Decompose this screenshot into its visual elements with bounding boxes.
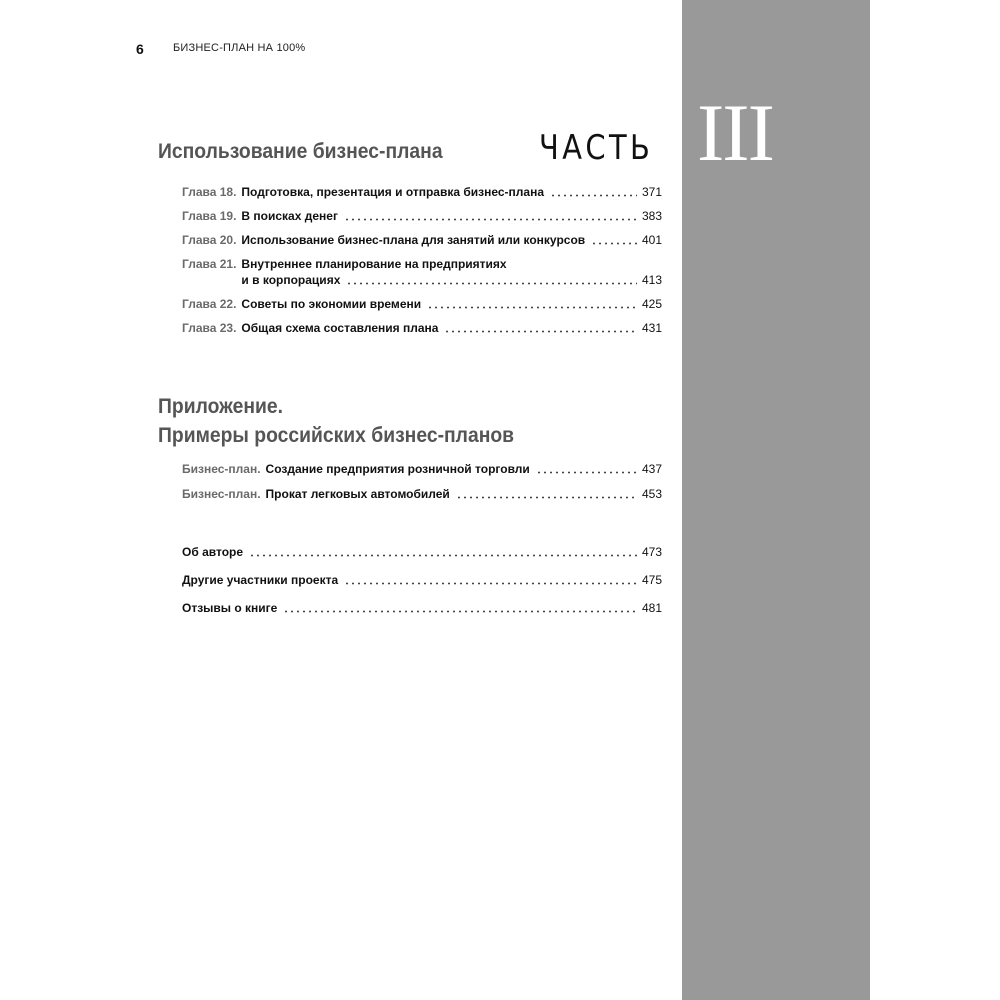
toc-leader-dots — [344, 218, 637, 221]
toc-entry-appendix-1[interactable] — [182, 462, 662, 476]
appendix-heading-line1: Приложение. — [158, 395, 283, 418]
toc-page-number: 453 — [641, 487, 662, 501]
toc-chapter-label: Глава 18. — [182, 185, 237, 199]
toc-chapter-label: Глава 20. — [182, 233, 237, 247]
toc-chapter-label: Глава 23. — [182, 321, 237, 335]
toc-chapter-label: Глава 21. — [182, 257, 237, 271]
toc-leader-dots — [346, 282, 637, 285]
appendix-heading — [158, 392, 514, 450]
toc-entry-chapter-23[interactable] — [182, 321, 662, 335]
toc-leader-dots — [344, 582, 637, 585]
toc-chapter-title-line2: и в корпорациях — [241, 273, 341, 287]
running-title: БИЗНЕС-ПЛАН НА 100% — [173, 42, 306, 54]
toc-entry-appendix-2[interactable] — [182, 487, 662, 501]
toc-page-number: 481 — [641, 601, 662, 615]
toc-leader-dots — [591, 242, 637, 245]
part-numeral: III — [697, 87, 773, 178]
toc-page-number: 425 — [641, 297, 662, 311]
toc-entry-chapter-22[interactable] — [182, 297, 662, 311]
toc-page-number: 475 — [641, 573, 662, 587]
toc-page-number: 371 — [641, 185, 662, 199]
toc-entry-about-author[interactable] — [182, 545, 662, 559]
toc-appendix-title: Создание предприятия розничной торговли — [265, 462, 530, 476]
toc-page-number: 383 — [641, 209, 662, 223]
part-word: ЧАСТЬ — [539, 128, 654, 168]
toc-leader-dots — [444, 330, 637, 333]
appendix-heading-line2: Примеры российских бизнес-планов — [158, 424, 515, 447]
toc-entry-chapter-21[interactable] — [182, 257, 662, 287]
toc-entry-chapter-19[interactable] — [182, 209, 662, 223]
toc-chapter-title-line1: Внутреннее планирование на предприятиях — [241, 257, 507, 271]
toc-chapter-label: Глава 22. — [182, 297, 237, 311]
toc-chapter-title: В поисках денег — [241, 209, 338, 223]
toc-page-number: 413 — [641, 273, 662, 287]
toc-page-number: 473 — [641, 545, 662, 559]
toc-entry-reviews[interactable] — [182, 601, 662, 615]
toc-appendix-label: Бизнес-план. — [182, 487, 261, 501]
toc-leader-dots — [456, 496, 637, 499]
part-title: Использование бизнес-плана — [158, 140, 443, 163]
toc-entry-contributors[interactable] — [182, 573, 662, 587]
toc-entry-chapter-18[interactable] — [182, 185, 662, 199]
toc-chapter-title: Общая схема составления плана — [241, 321, 439, 335]
toc-page-number: 437 — [641, 462, 662, 476]
toc-appendix-title: Прокат легковых автомобилей — [265, 487, 450, 501]
toc-leader-dots — [283, 610, 637, 613]
toc-page-number: 431 — [641, 321, 662, 335]
toc-leader-dots — [536, 471, 637, 474]
toc-chapter-title: Использование бизнес-плана для занятий или конкурсов — [241, 233, 586, 247]
toc-backmatter-title: Другие участники проекта — [182, 573, 339, 587]
toc-leader-dots — [427, 306, 637, 309]
toc-backmatter-title: Отзывы о книге — [182, 601, 278, 615]
toc-chapter-label: Глава 19. — [182, 209, 237, 223]
toc-chapter-line2-row — [241, 273, 662, 287]
toc-chapter-title: Подготовка, презентация и отправка бизнес-плана — [241, 185, 545, 199]
page-number: 6 — [136, 41, 144, 57]
toc-leader-dots — [550, 194, 637, 197]
toc-leader-dots — [249, 554, 637, 557]
toc-chapter-title: Советы по экономии времени — [241, 297, 422, 311]
toc-appendix-label: Бизнес-план. — [182, 462, 261, 476]
toc-page-number: 401 — [641, 233, 662, 247]
toc-entry-chapter-20[interactable] — [182, 233, 662, 247]
toc-backmatter-title: Об авторе — [182, 545, 244, 559]
toc-chapter-title-block — [241, 257, 662, 287]
